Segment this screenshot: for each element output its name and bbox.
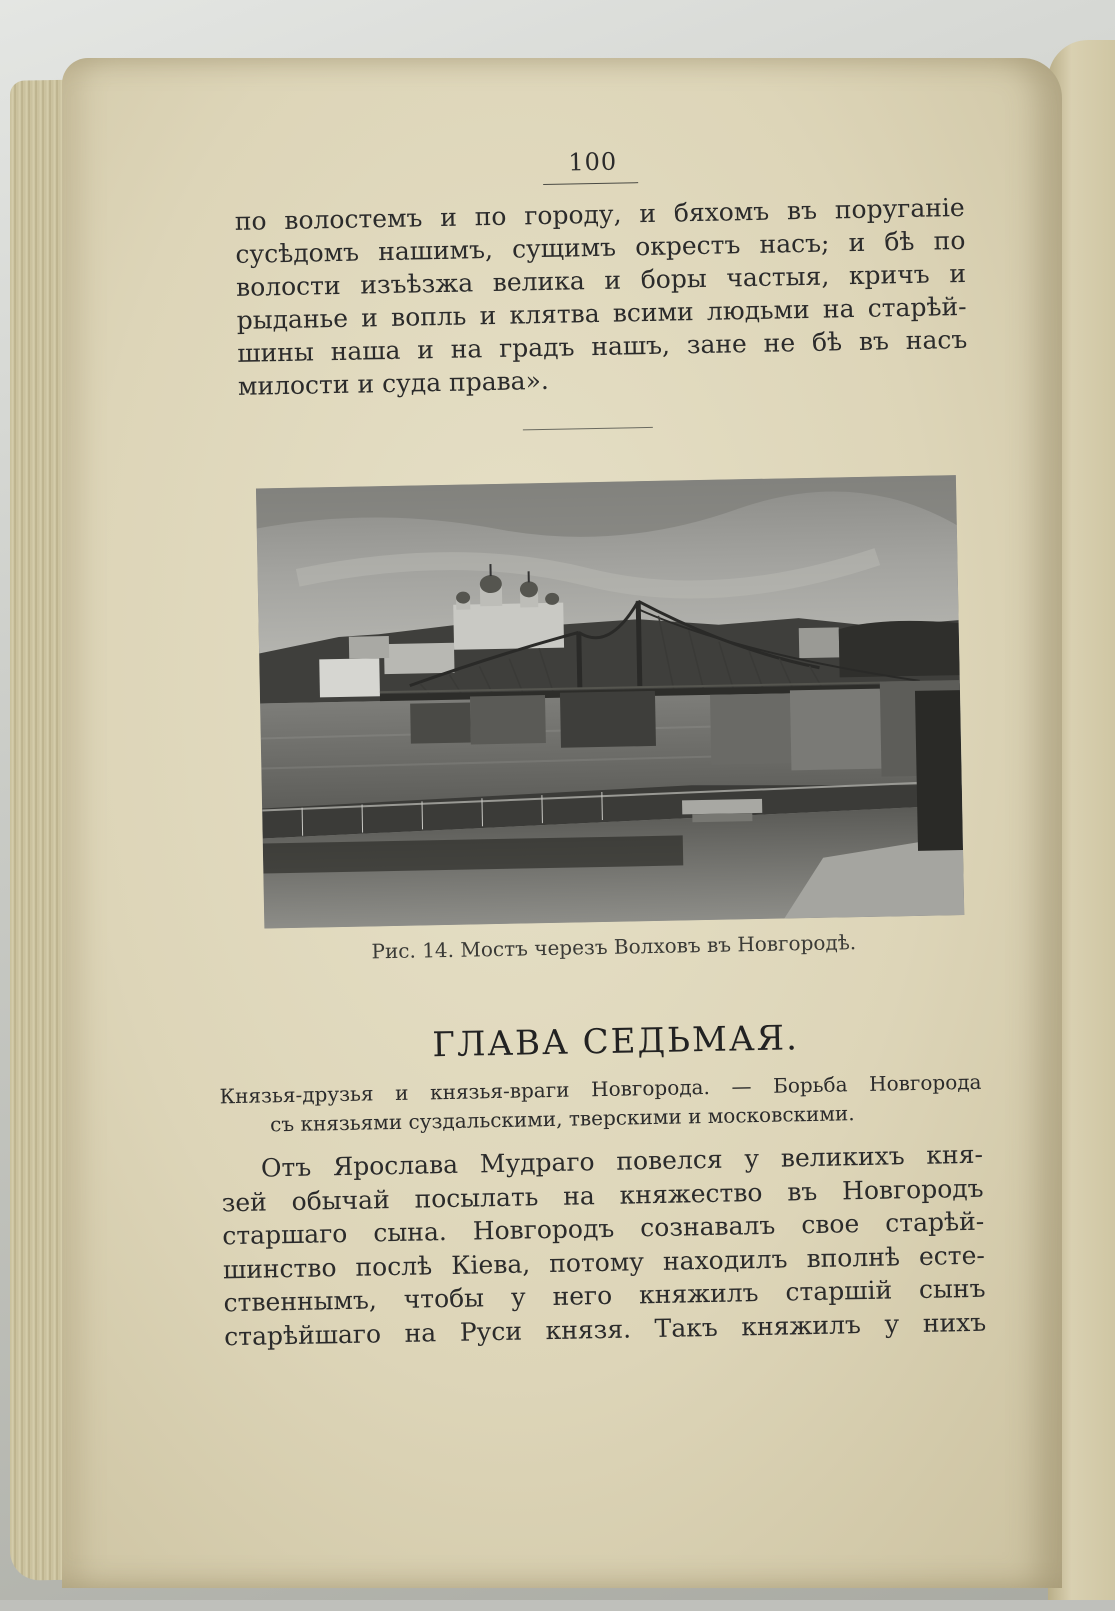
text-line: Отъ Ярослава Мудраго повелся у великихъ кня- (221, 1138, 984, 1186)
summary-line: съ князьями суздальскими, тверскими и московскими. (220, 1097, 982, 1141)
chapter-summary (219, 1068, 982, 1141)
text-line: шины наша и на градъ нашъ, зане не бѣ въ насъ (237, 323, 967, 370)
section-divider (523, 427, 653, 430)
figure-caption: Рис. 14. Мостъ черезъ Волховъ въ Новгородѣ. (249, 928, 979, 966)
chapter-title: ГЛАВА СЕДЬМАЯ. (250, 1015, 981, 1069)
bridge-photograph (256, 475, 964, 928)
text-line: зей обычай посылать на княжество въ Новгородъ (221, 1171, 984, 1219)
text-line: старѣйшаго на Руси князя. Такъ княжилъ у нихъ (224, 1305, 987, 1353)
text-line: шинство послѣ Кіева, потому находилъ вполнѣ есте- (223, 1238, 986, 1286)
body-paragraph (221, 1138, 987, 1354)
summary-line: Князья-друзья и князья-враги Новгорода. — Борьба Новгорода (219, 1068, 981, 1112)
page-number: 100 (547, 147, 638, 177)
page-number-rule (543, 182, 638, 185)
text-line: волости изъѣзжа велика и боры частыя, кричъ и (236, 257, 966, 304)
text-line: сусѣдомъ нашимъ, сущимъ окрестъ насъ; и бѣ по (235, 224, 965, 271)
text-line: милости и суда права». (238, 356, 968, 403)
text-line: ственнымъ, чтобы у него княжилъ старшій сынъ (223, 1272, 986, 1320)
quote-paragraph (235, 191, 969, 403)
text-line: старшаго сына. Новгородъ сознавалъ свое старѣй- (222, 1205, 985, 1253)
text-line: рыданье и вопль и клятва всими людьми на старѣй- (236, 290, 966, 337)
text-line: по волостемъ и по городу, и бяхомъ въ поруганіе (235, 191, 965, 238)
